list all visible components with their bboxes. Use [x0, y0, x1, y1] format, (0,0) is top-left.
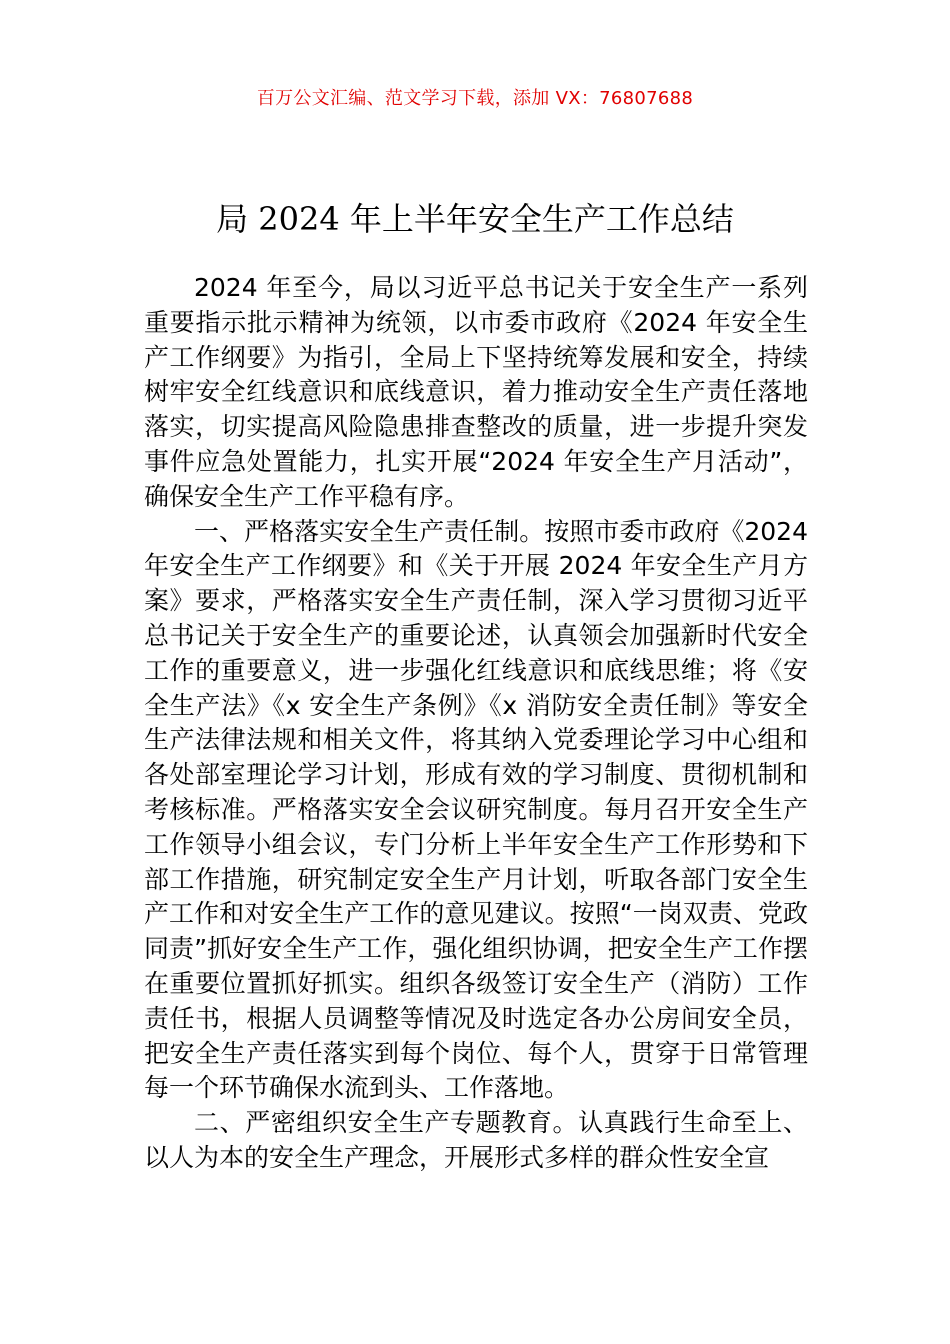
section-2-paragraph: 二、严密组织安全生产专题教育。认真践行生命至上、以人为本的安全生产理念，开展形式多样的群众性安全宣: [144, 1108, 808, 1172]
section-1-paragraph: 一、严格落实安全生产责任制。按照市委市政府《2024 年安全生产工作纲要》和《关于开展 2024 年安全生产月方案》要求，严格落实安全生产责任制，深入学习贯彻习近平总书记关于安全生产的重要论述，认真领会加强新时代安全工作的重要意义，进一步强化红线意识和底线思维；将《安全生产法》《x 安全生产条例》《x 消防安全责任制》等安全生产法律法规和相关文件，将其纳入党委理论学习中心组和各处部室理论学习计划，形成有效的学习制度、贯彻机制和考核标准。严格落实安全会议研究制度。每月召开安全生产工作领导小组会议，专门分析上半年安全生产工作形势和下部工作措施，研究制定安全生产月计划，听取各部门安全生产工作和对安全生产工作的意见建议。按照“一岗双责、党政同责”抓好安全生产工作，强化组织协调，把安全生产工作摆在重要位置抓好抓实。组织各级签订安全生产（消防）工作责任书，根据人员调整等情况及时选定各办公房间安全员，把安全生产责任落实到每个岗位、每个人，贯穿于日常管理每一个环节确保水流到头、工作落地。: [144, 516, 808, 1103]
watermark-banner: 百万公文汇编、范文学习下载，添加 VX：76807688: [256, 88, 694, 109]
intro-paragraph: 2024 年至今，局以习近平总书记关于安全生产一系列重要指示批示精神为统领，以市委市政府《2024 年安全生产工作纲要》为指引，全局上下坚持统筹发展和安全，持续树牢安全红线意识和底线意识，着力推动安全生产责任落地落实，切实提高风险隐患排查整改的质量，进一步提升突发事件应急处置能力，扎实开展“2024 年安全生产月活动”，确保安全生产工作平稳有序。: [144, 273, 808, 511]
document-title: 局 2024 年上半年安全生产工作总结: [216, 200, 734, 239]
document-body: [144, 271, 808, 1176]
